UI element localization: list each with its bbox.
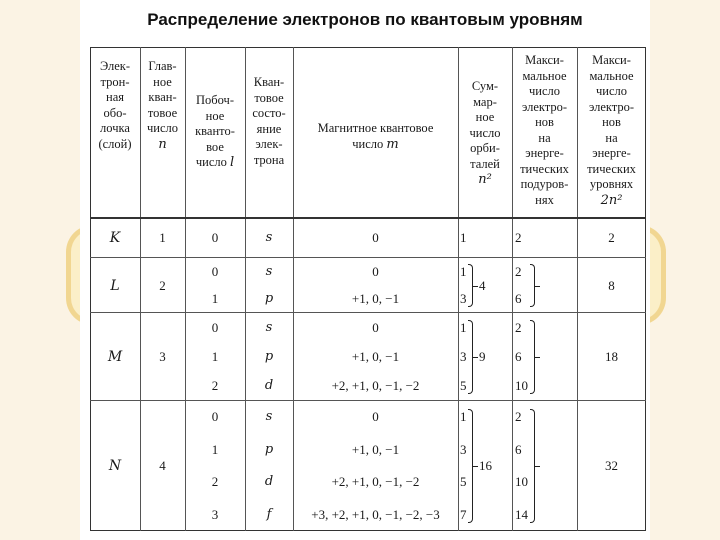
- principal-number: 2: [159, 277, 166, 293]
- quantum-state: s: [265, 230, 273, 245]
- magnetic-number-m: 0: [372, 230, 379, 245]
- header-max-level: [577, 53, 646, 208]
- quantum-state: d: [264, 474, 274, 490]
- quantum-state: p: [264, 349, 274, 364]
- magnetic-number-m: +1, 0, −1: [351, 441, 400, 457]
- orbital-count: 5: [460, 474, 467, 490]
- orbital-number-l: 2: [211, 474, 219, 490]
- orbital-number-l: 3: [211, 506, 219, 522]
- header-orbitals-text: Сум- мар- ное число орби- талей: [469, 79, 501, 171]
- orbital-count: 1: [460, 409, 467, 425]
- quantum-state: p: [264, 291, 274, 307]
- max-sublevel-electrons: 10: [515, 378, 528, 394]
- sublevel-brace: [530, 320, 535, 395]
- magnetic-number-m: +1, 0, −1: [351, 349, 400, 364]
- orbital-count: 3: [460, 291, 467, 307]
- orbital-count: 3: [460, 349, 467, 364]
- orbital-brace: [468, 320, 473, 395]
- header-n-text: Глав- ное кван- товое число: [146, 59, 178, 135]
- principal-number: 1: [159, 230, 166, 245]
- orbital-count: 3: [460, 441, 467, 457]
- orbital-count: 1: [460, 319, 467, 335]
- header-divider: [90, 217, 646, 219]
- header-state-text: Кван- товое состо- яние элек- трона: [252, 75, 286, 167]
- max-level-electrons: 18: [605, 349, 618, 364]
- header-max-level-text: Макси- мальное число электро- нов на энерге- тических уровнях: [587, 53, 636, 191]
- magnetic-number-m: 0: [372, 263, 379, 279]
- header-orbitals: [458, 79, 512, 188]
- principal-number: 3: [159, 349, 166, 364]
- header-shell: [90, 59, 140, 152]
- orbital-number-l: 0: [211, 409, 219, 425]
- max-sublevel-electrons: 10: [515, 474, 528, 490]
- orbital-count: 1: [460, 230, 467, 245]
- quantum-state: f: [266, 506, 272, 522]
- principal-number: 4: [159, 458, 166, 473]
- header-m-text: Магнитное квантовое число: [317, 121, 434, 151]
- max-level-electrons: 2: [608, 230, 615, 245]
- orbital-number-l: 0: [211, 230, 219, 245]
- column-divider: [577, 47, 578, 531]
- max-sublevel-electrons: 2: [515, 409, 522, 425]
- magnetic-number-m: 0: [372, 319, 379, 335]
- magnetic-number-m: +2, +1, 0, −1, −2: [331, 378, 420, 394]
- orbital-count: 7: [460, 506, 467, 522]
- column-divider: [293, 47, 294, 531]
- orbital-brace: [468, 409, 473, 523]
- sublevel-brace: [530, 409, 535, 523]
- max-sublevel-electrons: 2: [515, 230, 522, 245]
- orbital-count: 1: [460, 263, 467, 279]
- max-sublevel-electrons: 14: [515, 506, 528, 522]
- orbital-count: 5: [460, 378, 467, 394]
- orbital-total: 4: [479, 277, 486, 293]
- max-sublevel-electrons: 6: [515, 349, 522, 364]
- orbital-number-l: 1: [211, 441, 219, 457]
- orbital-total: 9: [479, 349, 486, 364]
- max-sublevel-electrons: 6: [515, 291, 522, 307]
- orbital-brace: [468, 264, 473, 308]
- orbital-number-l: 0: [211, 263, 219, 279]
- header-l-text: Побоч- ное кванто- вое число: [195, 93, 235, 169]
- header-n-symbol: n: [158, 136, 167, 152]
- column-divider: [140, 47, 141, 531]
- quantum-state: d: [264, 378, 274, 394]
- header-orbitals-symbol: n²: [478, 172, 492, 187]
- sublevel-brace: [530, 264, 535, 308]
- header-m-symbol: m: [386, 136, 399, 152]
- row-divider: [90, 257, 646, 258]
- orbital-number-l: 0: [211, 319, 219, 335]
- page-title: Распределение электронов по квантовым уровням: [147, 10, 583, 29]
- orbital-number-l: 1: [211, 349, 219, 364]
- shell-symbol: M: [107, 349, 123, 365]
- header-n: [140, 59, 185, 152]
- quantum-state: s: [265, 409, 273, 425]
- shell-symbol: K: [109, 230, 121, 246]
- header-state: [245, 75, 293, 168]
- row-divider: [90, 312, 646, 313]
- slide: [80, 0, 650, 540]
- shell-symbol: L: [110, 277, 120, 294]
- electron-distribution-table: [90, 47, 646, 531]
- orbital-number-l: 1: [211, 291, 219, 307]
- header-shell-text: Элек- трон- ная обо- лочка (слой): [98, 59, 132, 151]
- column-divider: [512, 47, 513, 531]
- quantum-state: p: [264, 441, 274, 457]
- magnetic-number-m: +3, +2, +1, 0, −1, −2, −3: [311, 506, 440, 522]
- orbital-number-l: 2: [211, 378, 219, 394]
- orbital-total: 16: [479, 458, 492, 473]
- header-max-sublevel-text: Макси- мальное число электро- нов на энерге- тических подуров- нях: [520, 53, 569, 207]
- quantum-state: s: [265, 263, 273, 279]
- max-level-electrons: 8: [608, 277, 615, 293]
- magnetic-number-m: 0: [372, 409, 379, 425]
- column-divider: [458, 47, 459, 531]
- quantum-state: s: [265, 319, 273, 335]
- max-sublevel-electrons: 2: [515, 319, 522, 335]
- shell-symbol: N: [108, 458, 122, 474]
- max-level-electrons: 32: [605, 458, 618, 473]
- header-l: [185, 93, 245, 171]
- column-divider: [185, 47, 186, 531]
- header-max-sublevel: [512, 53, 577, 208]
- header-l-symbol: l: [229, 155, 235, 170]
- row-divider: [90, 400, 646, 401]
- header-m: [293, 121, 458, 152]
- max-sublevel-electrons: 2: [515, 263, 522, 279]
- header-max-level-symbol: 2n²: [600, 192, 623, 208]
- magnetic-number-m: +1, 0, −1: [351, 291, 400, 307]
- magnetic-number-m: +2, +1, 0, −1, −2: [331, 474, 420, 490]
- max-sublevel-electrons: 6: [515, 441, 522, 457]
- column-divider: [245, 47, 246, 531]
